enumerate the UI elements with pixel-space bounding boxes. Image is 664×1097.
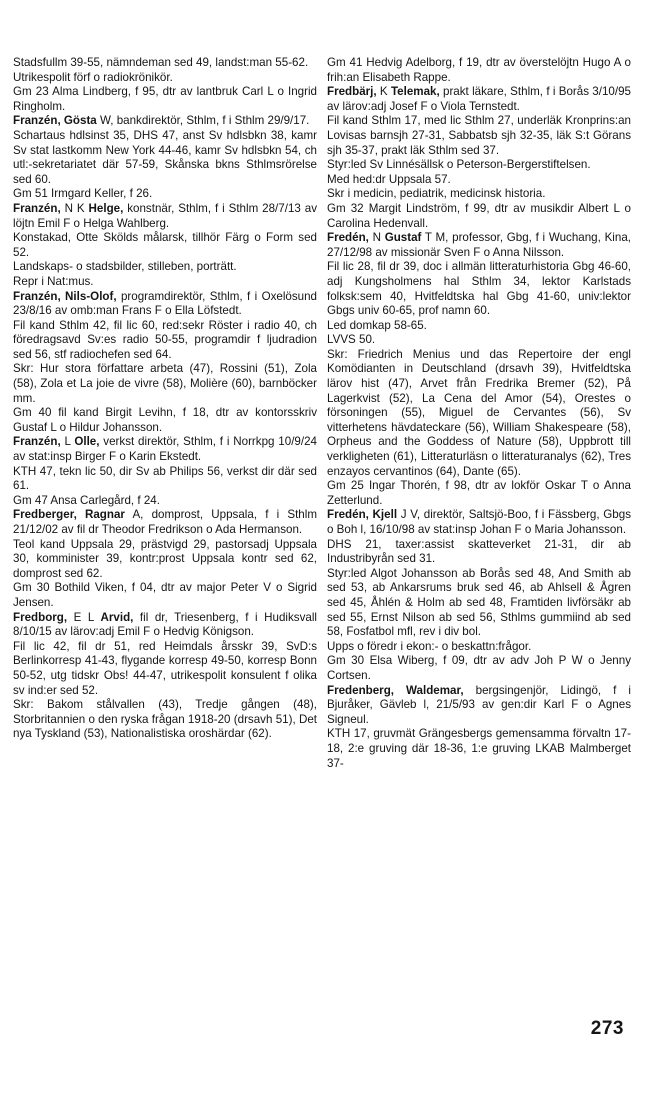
entry-paragraph: Fil lic 42, fil dr 51, red Heimdals årsskr 39, SvD:s Berlinkorresp 41-43, flygande korresp 49-50, korresp Bonn 50-52, utg tidskr Obs! 44-47, utrikespolit konsulent f olika sv ind:er sed 52.: [13, 639, 317, 697]
entry-name: Gustaf: [384, 231, 422, 245]
entry-paragraph: Skr i medicin, pediatrik, medicinsk historia.: [327, 187, 546, 201]
entry-intro: konstnär, Sthlm, f i Sthlm 28/7/13 av löjtn Emil F o Helga Wahlberg.: [13, 201, 317, 230]
entry-paragraph: Gm 40 fil kand Birgit Levihn, f 18, dtr av kontorsskriv Gustaf L o Hildur Johansson.: [13, 406, 317, 434]
entry-paragraph: Konstakad, Otte Skölds målarsk, tillhör Färg o Form sed 52.: [13, 231, 317, 259]
biography-entry: [13, 202, 317, 290]
entry-name: Franzén,: [13, 201, 61, 215]
entry-paragraph: Landskaps- o stadsbilder, stilleben, porträtt.: [13, 260, 237, 274]
entry-name: Fredborg,: [13, 610, 68, 624]
entry-intro: W, bankdirektör, Sthlm, f i Sthlm 29/9/17.: [96, 114, 310, 128]
page-number: 273: [590, 1018, 624, 1039]
entry-name: Fredén,: [327, 231, 369, 245]
entry-paragraph: Fil kand Sthlm 17, med lic Sthlm 27, underläk Kronprins:an Lovisas barnsjh 27-31, Sabbatsb sjh 32-35, läk S:t Görans sjh 35-37, prakt läk Sthlm sed 37.: [327, 114, 631, 157]
entry-name: Fredén, Kjell: [327, 508, 398, 522]
entry-paragraph: Med hed:dr Uppsala 57.: [327, 172, 451, 186]
entry-intro: bergsingenjör, Lidingö, f i Bjuråker, Gävleb l, 21/5/93 av gen:dir Karl F o Agnes Signeul.: [327, 683, 631, 726]
biography-entry: [13, 56, 317, 114]
entry-name: Franzén,: [13, 435, 61, 449]
entry-paragraph: Schartaus hdlsinst 35, DHS 47, anst Sv hdlsbkn 38, kamr Sv stat lastkomm New York 44-46, kamr Sv hdlsbkn 54, ch utl:-sekretariatet där 57-59, Skånska bkns Sthlmsrörelse sed 60.: [13, 128, 317, 186]
entry-heading: [327, 231, 631, 260]
entry-paragraph: DHS 21, taxer:assist skatteverket 21-31, dir ab Industribyrån sed 31.: [327, 537, 631, 566]
entry-heading: [327, 684, 631, 728]
entry-heading: [13, 202, 317, 231]
entry-intro: K: [376, 85, 391, 99]
entry-paragraph: Styr:led Sv Linnésällsk o Peterson-Bergerstiftelsen.: [327, 158, 591, 172]
entry-paragraph: Stadsfullm 39-55, nämndeman sed 49, landst:man 55-62.: [13, 56, 309, 69]
entry-paragraph: Gm 41 Hedvig Adelborg, f 19, dtr av överstelöjtn Hugo A o frih:an Elisabeth Rappe.: [327, 56, 631, 84]
entry-paragraph: Gm 25 Ingar Thorén, f 98, dtr av lokför Oskar T o Anna Zetterlund.: [327, 479, 631, 507]
biography-entry: [327, 85, 631, 231]
entry-paragraph: KTH 17, gruvmät Grängesbergs gemensamma förvaltn 17-18, 2:e gruving där 18-36, 1:e gruving LKAB Malmberget 37-: [327, 727, 631, 770]
entry-paragraph: Fil lic 28, fil dr 39, doc i allmän litteraturhistoria Gbg 46-60, adj Kungsholmens hal Sthlm 34, lektor Karlstads folksk:sem 40, Hvitfeldtska hal Gbg 41-60, univ:lektor Gbgs univ 60-65, prof namn 60.: [327, 260, 631, 318]
entry-heading: [327, 508, 631, 537]
entry-paragraph: Teol kand Uppsala 29, prästvigd 29, pastorsadj Uppsala 30, komminister 39, kontr:prost Uppsala kontr sed 62, domprost sed 62.: [13, 537, 317, 580]
biography-entry: [13, 611, 317, 742]
biography-entry: [13, 114, 317, 202]
entry-intro: A, domprost, Uppsala, f i Sthlm 21/12/02 av fil dr Theodor Fredrikson o Ada Hermanson.: [13, 508, 317, 536]
entry-name: Franzén, Gösta: [13, 114, 97, 128]
entry-heading: [13, 611, 317, 640]
entry-heading: [13, 508, 317, 537]
entry-intro: L: [60, 435, 75, 449]
biography-entry: [13, 290, 317, 436]
entry-name: Helge,: [88, 201, 124, 215]
entry-paragraph: Gm 30 Bothild Viken, f 04, dtr av major Peter V o Sigrid Jensen.: [13, 581, 317, 609]
entry-intro: fil dr, Triesenberg, f i Hudiksvall 8/10/15 av lärov:adj Emil F o Hedvig Königson.: [13, 610, 317, 639]
right-column: [327, 56, 631, 771]
entry-name: Olle,: [74, 435, 100, 449]
entry-heading: [327, 85, 631, 114]
biography-entry: [327, 508, 631, 683]
entry-name: Fredbärj,: [327, 85, 377, 99]
entry-paragraph: Skr: Hur stora författare arbeta (47), Rossini (51), Zola (58), Zola et La joie de vivre (58), Molière (60), barnböcker mm.: [13, 362, 317, 405]
entry-name: Franzén, Nils-Olof,: [13, 289, 117, 303]
entry-paragraph: Skr: Bakom stålvallen (43), Tredje gången (48), Storbritannien o den ryska frågan 1918-20 (drsavh 51), Det nya Tyskland (53), Nationalistiska oroshärdar (62).: [13, 698, 317, 741]
entry-paragraph: Styr:led Algot Johansson ab Borås sed 48, And Smith ab sed 53, ab Ankarsrums bruk sed 46, ab Ahlsell & Ågren sed 45, Åhlén & Holm ab sed 48, Framtiden livförsäkr ab sed 55, Ernst Nilson ab sed 56, Sthlms gummiind ab sed 58, Fosfatbol mfl, rev i div bol.: [327, 566, 631, 639]
entry-paragraph: Skr: Friedrich Menius und das Repertoire der engl Komödianten in Deutschland (drsavh 39), Hvitfeldtska lärov hist (47), Arvet från Fredrika Bremer (52), På Lagerkvist (52), La Cena del Amor (54), Orestes o försoningen (55), Miguel de Cervantes (56), Sv vitterhetens hävdateckare (56), William Shakespeare (58), Orpheus and the Goddess of Nature (58), Uppbrott till verkligheten (61), Litteraturläsn o litteraturanalys (62), Tres enzayos cervantinos (64), Dante (65).: [327, 347, 631, 478]
entry-name: Arvid,: [100, 610, 134, 624]
entry-intro: E L: [67, 610, 101, 624]
left-column: [13, 56, 317, 742]
entry-paragraph: Led domkap 58-65.: [327, 318, 427, 332]
entry-paragraph: LVVS 50.: [327, 333, 376, 347]
entry-intro: verkst direktör, Sthlm, f i Norrkpg 10/9/24 av stat:insp Birger F o Karin Ekstedt.: [13, 435, 317, 464]
entry-paragraph: Repr i Nat:mus.: [13, 274, 94, 288]
entry-paragraph: Gm 51 Irmgard Keller, f 26.: [13, 187, 153, 201]
entry-paragraph: Upps o föredr i ekon:- o beskattn:frågor.: [327, 639, 532, 653]
entry-intro: T M, professor, Gbg, f i Wuchang, Kina, 27/12/98 av missionär Sven F o Anna Nilsson.: [327, 231, 631, 259]
entry-heading: [13, 435, 317, 464]
biography-entry: [327, 56, 631, 85]
entry-paragraph: KTH 47, tekn lic 50, dir Sv ab Philips 56, verkst dir där sed 61.: [13, 464, 317, 493]
entry-name: Fredberger, Ragnar: [13, 508, 125, 522]
biography-entry: [327, 684, 631, 772]
entry-heading: [13, 114, 317, 129]
entry-paragraph: Gm 47 Ansa Carlegård, f 24.: [13, 493, 160, 507]
entry-paragraph: Gm 30 Elsa Wiberg, f 09, dtr av adv Joh P W o Jenny Cortsen.: [327, 654, 631, 682]
entry-paragraph: Gm 32 Margit Lindström, f 99, dtr av musikdir Albert L o Carolina Hedenvall.: [327, 201, 631, 230]
biography-entry: [13, 508, 317, 610]
entry-paragraph: Utrikespolit förf o radiokrönikör.: [13, 70, 173, 84]
entry-paragraph: Gm 23 Alma Lindberg, f 95, dtr av lantbruk Carl L o Ingrid Ringholm.: [13, 85, 317, 113]
entry-intro: prakt läkare, Sthlm, f i Borås 3/10/95 av lärov:adj Josef F o Viola Ternstedt.: [327, 85, 631, 113]
entry-heading: [13, 290, 317, 319]
entry-intro: N K: [60, 201, 89, 215]
entry-intro: programdirektör, Sthlm, f i Oxelösund 23/8/16 av omb:man Frans F o Ella Löfstedt.: [13, 289, 317, 318]
biography-entry: [327, 231, 631, 508]
entry-name: Telemak,: [390, 85, 440, 99]
biography-entry: [13, 435, 317, 508]
entry-name: Fredenberg, Waldemar,: [327, 683, 464, 697]
entry-intro: J V, direktör, Saltsjö-Boo, f i Fässberg, Gbgs o Boh l, 16/10/98 av stat:insp Johan F o Maria Johansson.: [327, 508, 631, 536]
entry-paragraph: Fil kand Sthlm 42, fil lic 60, red:sekr Röster i radio 40, ch föredragsavd Sv:es radio 50-55, programdir f ljudradion sed 56, stf radiochefen sed 64.: [13, 318, 317, 361]
entry-intro: N: [368, 231, 385, 245]
